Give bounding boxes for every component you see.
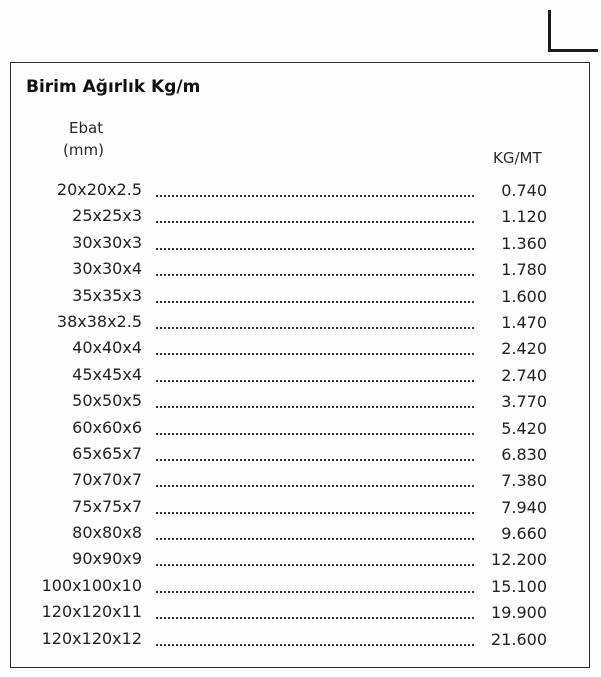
row-size: 45x45x4 <box>72 364 142 384</box>
table-row <box>11 602 589 628</box>
dot-leader <box>156 644 474 646</box>
table-row <box>11 286 589 312</box>
row-weight: 21.600 <box>491 629 547 649</box>
dot-leader <box>156 617 474 619</box>
row-weight: 5.420 <box>501 418 547 438</box>
row-size: 70x70x7 <box>72 470 142 490</box>
row-size: 80x80x8 <box>72 523 142 543</box>
table-row <box>11 523 589 549</box>
row-weight: 12.200 <box>491 550 547 570</box>
table-row <box>11 549 589 575</box>
dot-leader <box>156 195 474 197</box>
row-weight: 1.360 <box>501 233 547 253</box>
row-size: 38x38x2.5 <box>56 311 142 331</box>
row-size: 90x90x9 <box>72 549 142 569</box>
table-row <box>11 391 589 417</box>
row-size: 30x30x4 <box>72 259 142 279</box>
size-unit-label: (mm) <box>63 141 104 159</box>
dot-leader <box>156 380 474 382</box>
table-row <box>11 338 589 364</box>
row-weight: 6.830 <box>501 444 547 464</box>
row-size: 50x50x5 <box>72 391 142 411</box>
row-size: 40x40x4 <box>72 338 142 358</box>
dot-leader <box>156 512 474 514</box>
table-row <box>11 180 589 206</box>
table-row <box>11 576 589 602</box>
row-weight: 1.120 <box>501 207 547 227</box>
row-size: 20x20x2.5 <box>56 180 142 199</box>
table-title: Birim Ağırlık Kg/m <box>26 77 201 97</box>
row-weight: 2.740 <box>501 365 547 385</box>
row-weight: 2.420 <box>501 339 547 359</box>
dot-leader <box>156 327 474 329</box>
dot-leader <box>156 591 474 593</box>
weight-column-header: KG/MT <box>493 149 542 167</box>
row-weight: 1.600 <box>501 286 547 306</box>
table-row <box>11 444 589 470</box>
dot-leader <box>156 485 474 487</box>
dot-leader <box>156 406 474 408</box>
row-weight: 1.470 <box>501 312 547 332</box>
size-column-header: Ebat <box>69 119 104 137</box>
table-row <box>11 470 589 496</box>
table-row <box>11 629 589 655</box>
dot-leader <box>156 459 474 461</box>
row-weight: 19.900 <box>491 603 547 623</box>
dot-leader <box>156 564 474 566</box>
dot-leader <box>156 353 474 355</box>
angle-profile-icon <box>548 10 598 52</box>
row-weight: 7.380 <box>501 471 547 491</box>
table-row <box>11 365 589 391</box>
row-weight: 1.780 <box>501 260 547 280</box>
dot-leader <box>156 301 474 303</box>
weight-table-rows <box>11 180 589 655</box>
row-weight: 3.770 <box>501 392 547 412</box>
table-row <box>11 418 589 444</box>
table-row <box>11 259 589 285</box>
row-size: 65x65x7 <box>72 443 142 463</box>
table-row <box>11 233 589 259</box>
row-weight: 15.100 <box>491 576 547 596</box>
row-size: 25x25x3 <box>72 206 142 226</box>
dot-leader <box>156 221 474 223</box>
row-size: 30x30x3 <box>72 232 142 252</box>
table-row <box>11 206 589 232</box>
row-weight: 0.740 <box>501 181 547 200</box>
row-size: 60x60x6 <box>72 417 142 437</box>
weight-table-frame <box>10 62 590 668</box>
row-size: 120x120x12 <box>41 628 142 648</box>
row-size: 120x120x11 <box>41 602 142 622</box>
dot-leader <box>156 538 474 540</box>
dot-leader <box>156 274 474 276</box>
row-weight: 7.940 <box>501 497 547 517</box>
row-size: 35x35x3 <box>72 285 142 305</box>
dot-leader <box>156 248 474 250</box>
table-row <box>11 497 589 523</box>
dot-leader <box>156 433 474 435</box>
row-weight: 9.660 <box>501 524 547 544</box>
row-size: 75x75x7 <box>72 496 142 516</box>
table-row <box>11 312 589 338</box>
row-size: 100x100x10 <box>41 575 142 595</box>
